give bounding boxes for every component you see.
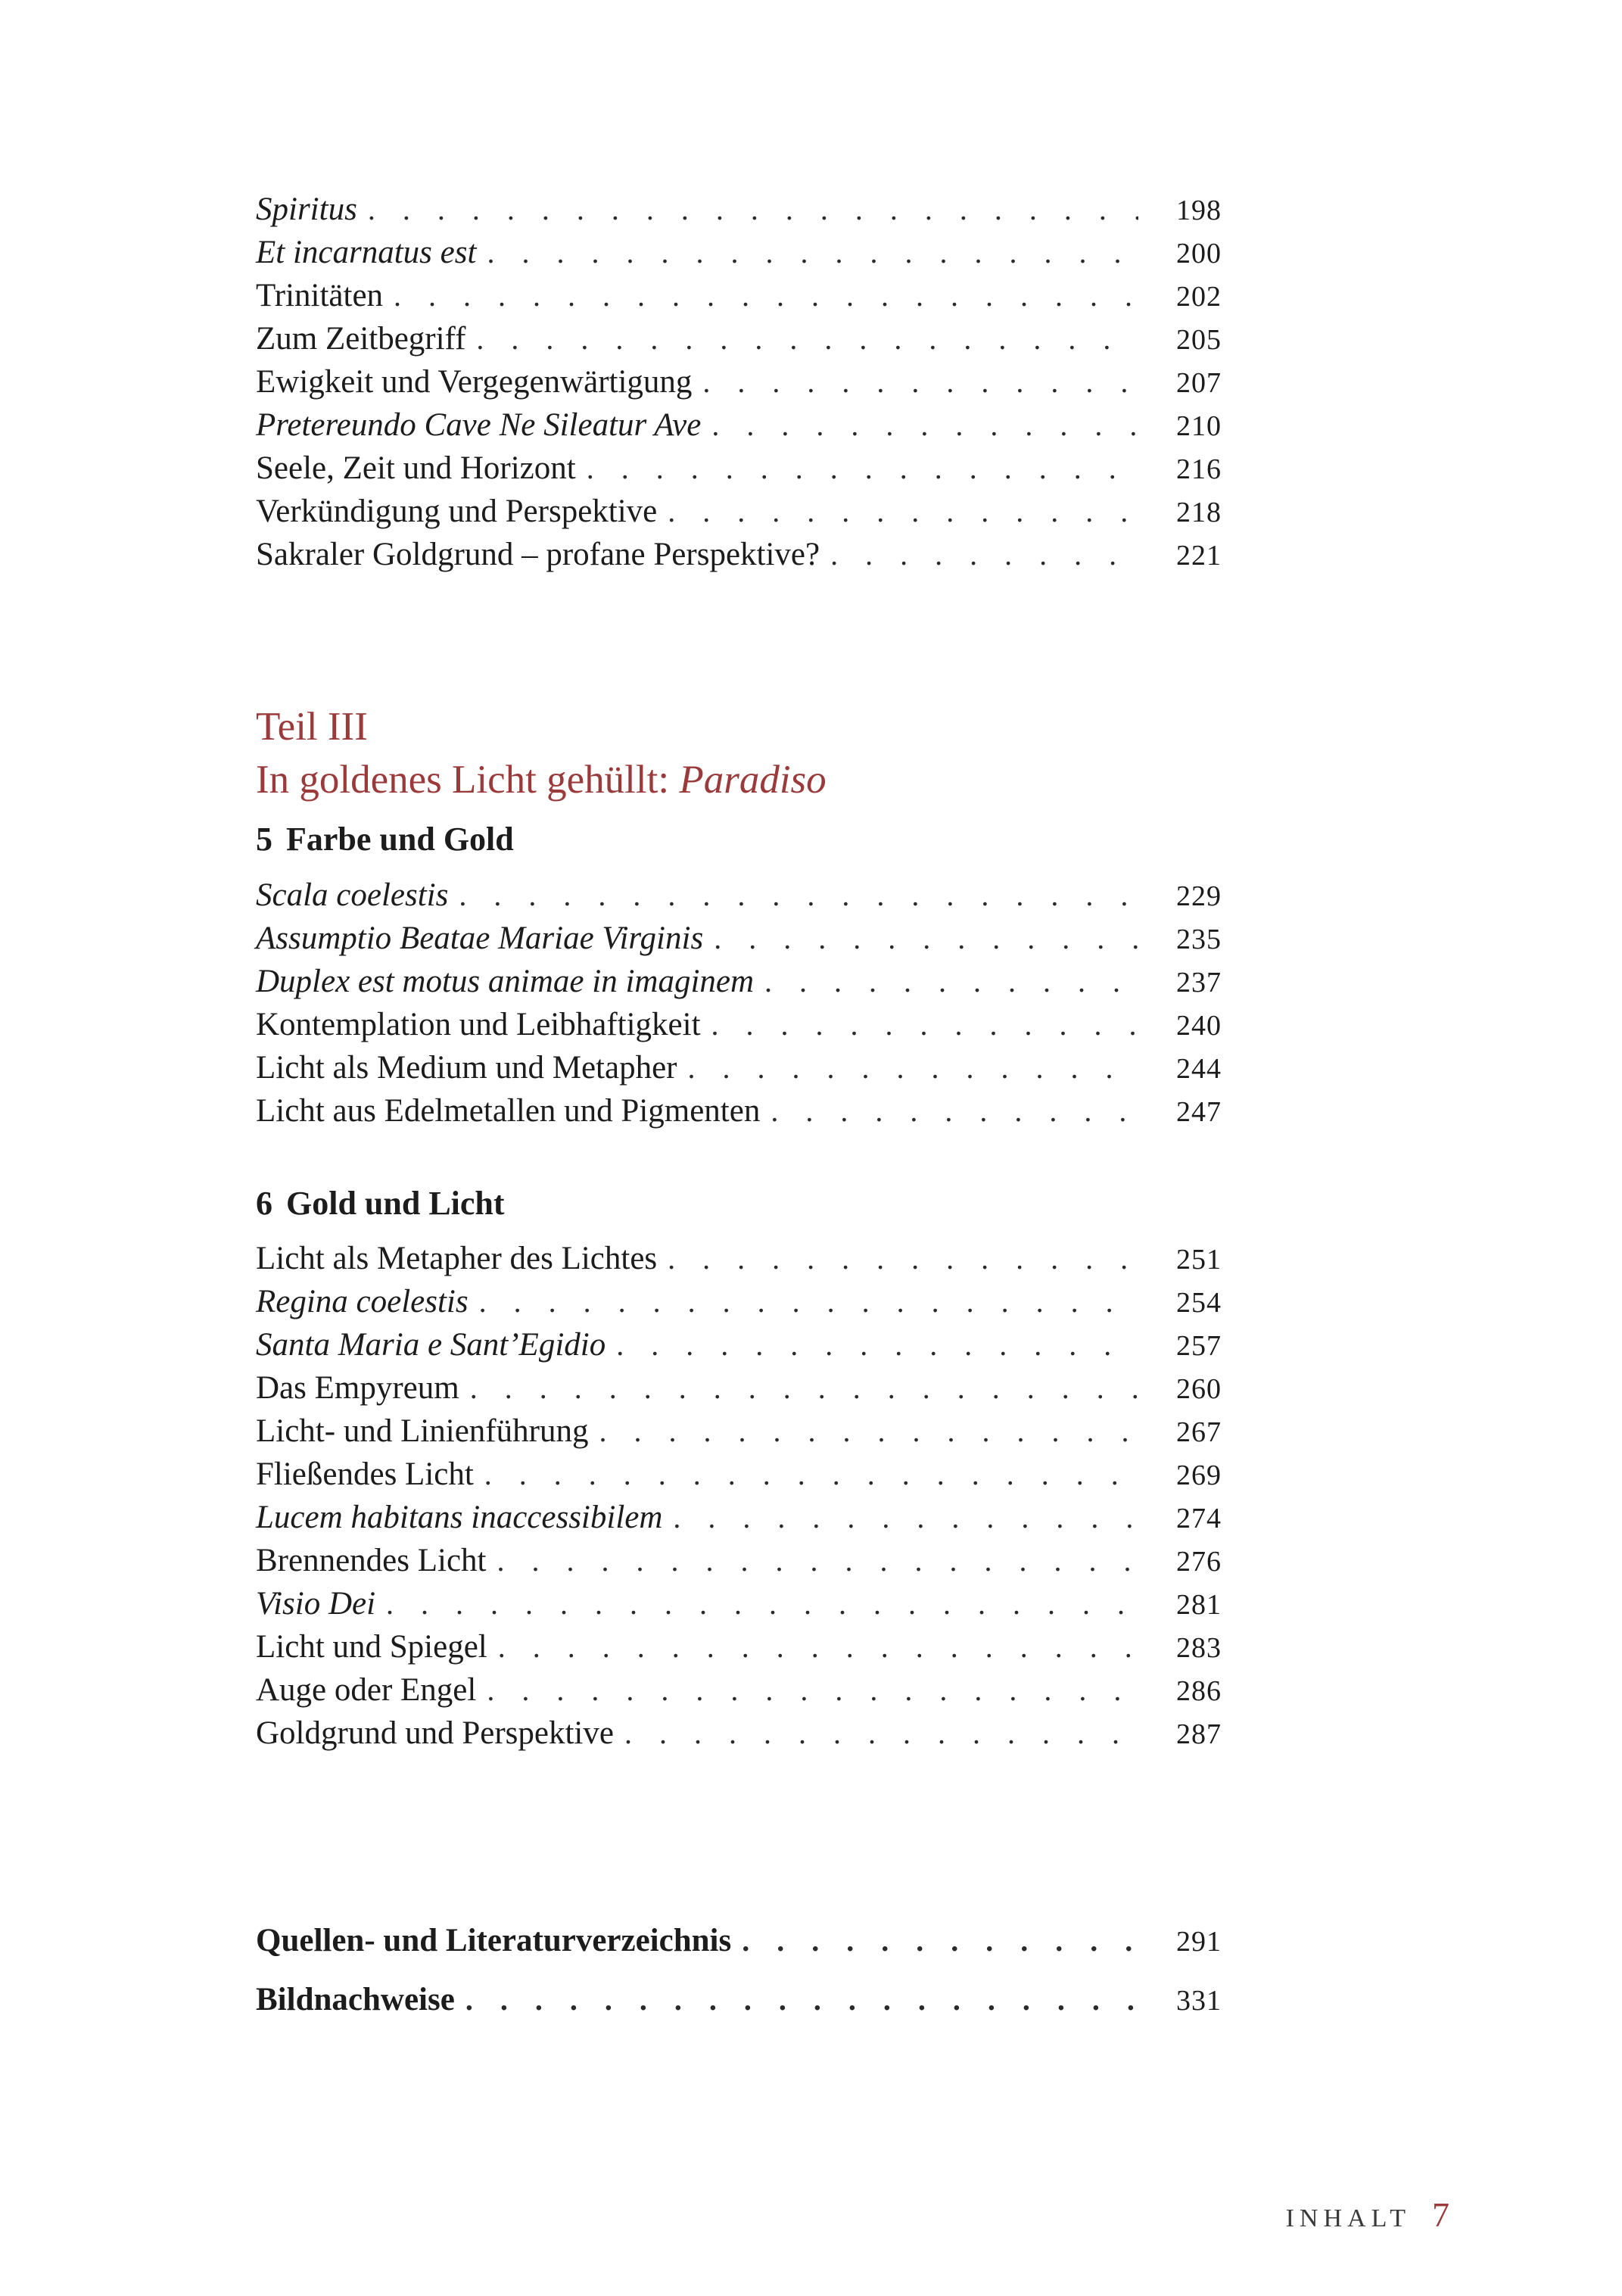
toc-entry[interactable] [256,1366,1222,1410]
dot-leader [599,1410,1138,1453]
toc-entry-page: 257 [1176,1330,1222,1362]
dot-leader [714,917,1138,960]
toc-entry[interactable] [256,1668,1222,1712]
toc-entry-page: 267 [1176,1416,1222,1448]
dot-leader [465,1970,1138,2030]
dot-leader [459,874,1138,917]
dot-leader [624,1712,1138,1755]
toc-entry-page: 287 [1176,1718,1222,1750]
toc-entry-title: Licht- und Linienführung [256,1413,589,1449]
toc-entry-title: Goldgrund und Perspektive [256,1715,614,1751]
dot-leader [830,533,1138,576]
toc-entry[interactable] [256,317,1222,360]
dot-leader [476,317,1138,360]
toc-entry-page: 216 [1176,453,1222,485]
toc-entry-title: Trinitäten [256,278,384,313]
toc-entry[interactable] [256,960,1222,1003]
toc-entry-title: Pretereundo Cave Ne Sileatur Ave [256,407,702,443]
toc-entry-page: 207 [1176,367,1222,399]
chapter5-entry-list [256,874,1222,1132]
dot-leader [668,1237,1138,1280]
back-matter-list [256,1911,1222,2030]
toc-entry[interactable] [256,1003,1222,1046]
toc-entry-title: Scala coelestis [256,877,449,913]
toc-entry-page: 269 [1176,1460,1222,1491]
toc-entry[interactable] [256,874,1222,917]
toc-entry[interactable] [256,1539,1222,1582]
running-footer-label: INHALT [1285,2204,1411,2232]
toc-entry-page: 229 [1176,880,1222,912]
toc-entry-title: Ewigkeit und Vergegenwärtigung [256,364,693,400]
chapter6-entry-list [256,1237,1222,1755]
toc-entry-image-credits[interactable] [256,1970,1222,2030]
toc-entry-page: 237 [1176,967,1222,998]
toc-entry-title: Spiritus [256,192,357,227]
toc-entry[interactable] [256,1237,1222,1280]
toc-entry-title: Auge oder Engel [256,1672,477,1708]
toc-entry[interactable] [256,1453,1222,1496]
page-number: 7 [1432,2195,1449,2234]
dot-leader [687,1046,1138,1089]
toc-entry[interactable] [256,1496,1222,1539]
chapter-heading[interactable] [256,1181,505,1226]
toc-entry[interactable] [256,917,1222,960]
toc-entry-title: Assumptio Beatae Mariae Virginis [256,921,704,956]
toc-entry-page: 221 [1176,540,1222,572]
toc-entry-page: 291 [1176,1926,1222,1958]
dot-leader [497,1539,1139,1582]
toc-entry[interactable] [256,1410,1222,1453]
toc-entry[interactable] [256,403,1222,447]
toc-entry-page: 247 [1176,1096,1222,1128]
toc-entry-title: Regina coelestis [256,1284,469,1319]
chapter-number: 5 [256,821,272,858]
dot-leader [711,1003,1138,1046]
dot-leader [479,1280,1138,1323]
chapter-title: Farbe und Gold [286,821,514,858]
toc-entry[interactable] [256,231,1222,274]
dot-leader [386,1582,1138,1625]
dot-leader [487,1668,1138,1712]
toc-entry-title: Lucem habitans inaccessibilem [256,1500,663,1535]
toc-entry[interactable] [256,1625,1222,1668]
toc-entry[interactable] [256,447,1222,490]
toc-entry-title: Sakraler Goldgrund – profane Perspektive? [256,537,820,572]
toc-entry[interactable] [256,1323,1222,1366]
toc-entry-title: Fließendes Licht [256,1456,474,1492]
toc-entry[interactable] [256,1712,1222,1755]
dot-leader [673,1496,1138,1539]
toc-entry-title: Licht als Metapher des Lichtes [256,1241,658,1276]
toc-entry-title: Das Empyreum [256,1370,459,1406]
toc-entry-page: 331 [1176,1985,1222,2017]
toc-entry-page: 218 [1176,497,1222,528]
toc-entry-title: Visio Dei [256,1586,376,1622]
toc-entry-page: 281 [1176,1589,1222,1621]
toc-entry-title: Bildnachweise [256,1982,455,2017]
dot-leader [742,1911,1138,1970]
toc-entry-page: 200 [1176,238,1222,269]
part-heading-label: Teil III [256,705,368,749]
toc-entry[interactable] [256,360,1222,403]
toc-entry-title: Duplex est motus animae in imaginem [256,964,755,999]
toc-entry[interactable] [256,274,1222,317]
toc-entry[interactable] [256,490,1222,533]
toc-entry-page: 205 [1176,324,1222,356]
dot-leader [368,188,1138,231]
toc-entry[interactable] [256,1582,1222,1625]
toc-entry-title: Santa Maria e Sant’Egidio [256,1327,606,1363]
dot-leader [484,1453,1138,1496]
toc-entry-page: 286 [1176,1675,1222,1707]
chapter-heading[interactable] [256,817,514,862]
toc-entry-title: Licht aus Edelmetallen und Pigmenten [256,1093,761,1129]
dot-leader [587,447,1138,490]
toc-entry[interactable] [256,533,1222,576]
toc-entry-bibliography[interactable] [256,1911,1222,1970]
toc-entry-page: 244 [1176,1053,1222,1085]
chapter-title: Gold und Licht [286,1185,505,1222]
toc-entry-page: 260 [1176,1373,1222,1405]
dot-leader [764,960,1138,1003]
toc-entry-page: 210 [1176,410,1222,442]
toc-entry-title: Licht als Medium und Metapher [256,1050,677,1086]
dot-leader [394,274,1138,317]
toc-entry-page: 254 [1176,1287,1222,1319]
toc-entry-page: 235 [1176,924,1222,955]
toc-entry-page: 251 [1176,1244,1222,1276]
toc-entry-page: 240 [1176,1010,1222,1042]
toc-continued-list [256,188,1222,576]
toc-entry-page: 202 [1176,281,1222,313]
chapter-number: 6 [256,1185,272,1222]
toc-entry-title: Zum Zeitbegriff [256,321,466,357]
toc-entry-title: Verkündigung und Perspektive [256,494,658,529]
page-footer [1286,2194,1449,2245]
toc-entry-page: 276 [1176,1546,1222,1578]
toc-entry-title: Et incarnatus est [256,235,477,270]
toc-entry-page: 198 [1176,195,1222,226]
part-title-italic: Paradiso [679,758,827,802]
dot-leader [711,403,1138,447]
toc-entry[interactable] [256,1280,1222,1323]
dot-leader [487,231,1138,274]
dot-leader [498,1625,1138,1668]
part-title-plain: In goldenes Licht gehüllt: [256,758,680,802]
dot-leader [470,1366,1138,1410]
toc-entry[interactable] [256,1089,1222,1132]
toc-entry-page: 283 [1176,1632,1222,1664]
toc-entry-title: Seele, Zeit und Horizont [256,450,576,486]
toc-entry-title: Brennendes Licht [256,1543,487,1578]
toc-entry-title: Licht und Spiegel [256,1629,487,1665]
toc-entry[interactable] [256,188,1222,231]
toc-entry-title: Kontemplation und Leibhaftigkeit [256,1007,701,1042]
dot-leader [702,360,1138,403]
dot-leader [668,490,1138,533]
toc-entry-page: 274 [1176,1503,1222,1534]
toc-entry-title: Quellen- und Literaturverzeichnis [256,1923,732,1958]
part-heading-title [256,753,827,806]
dot-leader [771,1089,1138,1132]
toc-entry[interactable] [256,1046,1222,1089]
dot-leader [616,1323,1138,1366]
